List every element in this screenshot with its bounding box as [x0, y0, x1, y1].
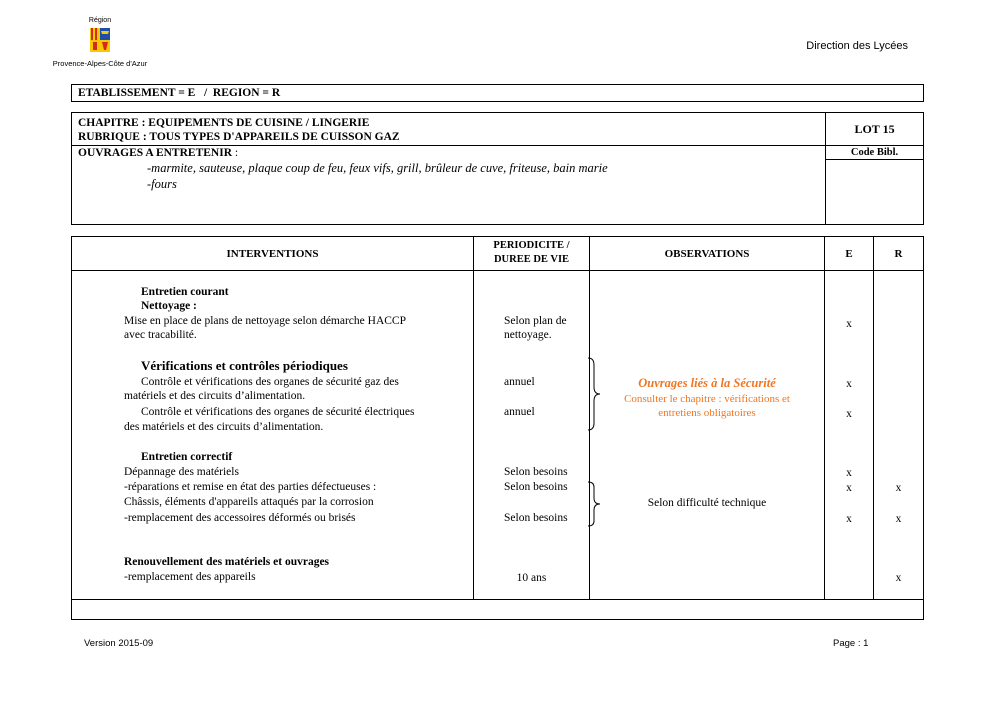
securite-obs-title: Ouvrages liés à la Sécurité: [638, 376, 776, 390]
correctif-obs: Selon difficulté technique: [647, 497, 767, 509]
verifications-item2-line1: Contrôle et vérifications des organes de sécurité électriques: [141, 406, 415, 418]
page-number: Page : 1: [833, 638, 869, 649]
renouvellement-line1: -remplacement des appareils: [124, 571, 256, 583]
entretien-correctif-line4: -remplacement des accessoires déformés ou brisés: [124, 512, 356, 524]
entretien-courant-line2: avec tracabilité.: [124, 329, 197, 341]
entretien-correctif-line3: Châssis, éléments d'appareils attaqués par la corrosion: [124, 496, 374, 508]
version-label: Version 2015-09: [84, 638, 154, 649]
header-duree-de-vie: DUREE DE VIE: [493, 254, 570, 265]
coat-of-arms-icon: [90, 28, 110, 52]
entretien-courant-period1: Selon plan de: [504, 315, 567, 327]
entretien-correctif-line2: -réparations et remise en état des parties défectueuses :: [124, 481, 377, 493]
etablissement-label: ETABLISSEMENT = E / REGION = R: [78, 87, 281, 99]
entretien-courant-title: Entretien courant: [141, 286, 229, 298]
entretien-correctif-e1: x: [846, 467, 852, 479]
header-periodicite: PERIODICITE /: [493, 240, 570, 251]
ouvrages-list-line1: -marmite, sauteuse, plaque coup de feu, feux vifs, grill, brûleur de cuve, friteuse, bain marie: [147, 161, 608, 175]
entretien-correctif-period2: Selon besoins: [504, 481, 568, 493]
interventions-table: [71, 236, 924, 620]
header-e: E: [845, 248, 853, 260]
verifications-period2: annuel: [504, 406, 535, 418]
direction-label: Direction des Lycées: [806, 40, 908, 52]
verifications-item1-line1: Contrôle et vérifications des organes de sécurité gaz des: [141, 376, 399, 388]
verifications-period1: annuel: [504, 376, 535, 388]
verifications-item2-line2: des matériels et des circuits d’alimentation.: [124, 421, 324, 433]
header-interventions: INTERVENTIONS: [226, 248, 319, 260]
entretien-courant-line1: Mise en place de plans de nettoyage selon démarche HACCP: [124, 315, 406, 327]
securite-obs-line1: Consulter le chapitre : vérifications et: [624, 393, 790, 405]
entretien-courant-period2: nettoyage.: [504, 329, 552, 341]
entretien-correctif-period1: Selon besoins: [504, 466, 568, 478]
lot-label: LOT 15: [854, 122, 895, 136]
verifications-e1: x: [846, 378, 852, 390]
logo-region-name: Provence-Alpes-Côte d'Azur: [52, 59, 148, 68]
ouvrages-heading: [78, 146, 238, 160]
entretien-correctif-line1: Dépannage des matériels: [124, 466, 239, 478]
etablissement-box: [71, 84, 924, 102]
rubrique-title: RUBRIQUE : TOUS TYPES D'APPAREILS DE CUISSON GAZ: [78, 131, 400, 143]
ouvrages-list-line2: -fours: [147, 177, 177, 191]
verifications-e2: x: [846, 408, 852, 420]
renouvellement-r: x: [895, 572, 902, 584]
ouvrages-colon: :: [232, 147, 239, 159]
renouvellement-period: 10 ans: [516, 572, 547, 584]
region-logo: [40, 14, 160, 74]
header-r: R: [894, 248, 903, 260]
entretien-courant-e: x: [846, 318, 852, 330]
chapitre-box: [71, 112, 924, 225]
ouvrages-label: OUVRAGES A ENTRETENIR: [78, 147, 233, 159]
code-bibl-label: Code Bibl.: [850, 147, 899, 158]
logo-region-label: Région: [88, 17, 112, 24]
entretien-correctif-e2: x: [846, 482, 852, 494]
header-observations: OBSERVATIONS: [664, 248, 750, 260]
entretien-correctif-r4: x: [895, 513, 902, 525]
verifications-item1-line2: matériels et des circuits d’alimentation.: [124, 390, 306, 402]
securite-obs-line2: entretiens obligatoires: [658, 407, 756, 419]
entretien-correctif-e4: x: [846, 513, 852, 525]
renouvellement-title: Renouvellement des matériels et ouvrages: [124, 556, 330, 568]
nettoyage-subtitle: Nettoyage :: [141, 300, 197, 312]
entretien-correctif-period4: Selon besoins: [504, 512, 568, 524]
entretien-correctif-title: Entretien correctif: [141, 451, 233, 463]
chapitre-title: CHAPITRE : EQUIPEMENTS DE CUISINE / LINGERIE: [78, 117, 370, 129]
entretien-correctif-r2: x: [895, 482, 902, 494]
verifications-title: Vérifications et contrôles périodiques: [141, 358, 348, 373]
